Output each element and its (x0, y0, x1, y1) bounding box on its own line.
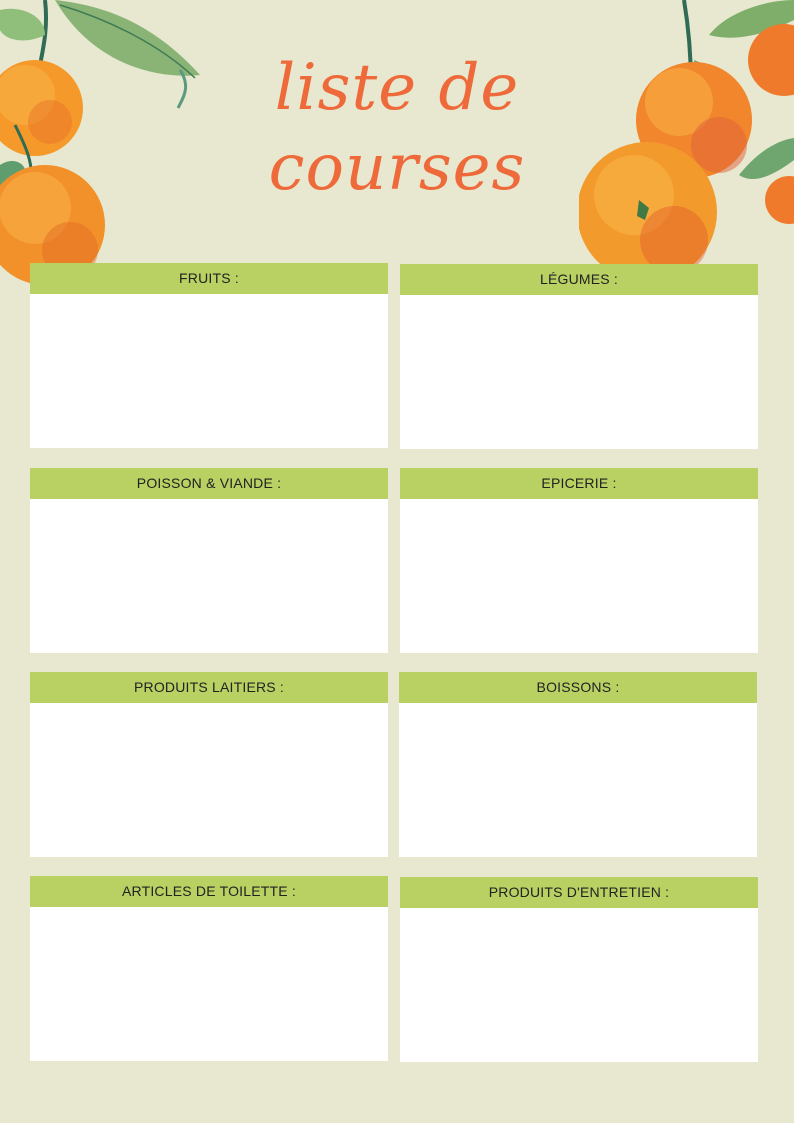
section-write-area[interactable] (30, 294, 388, 448)
section-header: FRUITS : (30, 263, 388, 294)
section-header: BOISSONS : (399, 672, 757, 703)
orange-branch-illustration (0, 0, 210, 290)
section-write-area[interactable] (30, 499, 388, 653)
section-write-area[interactable] (400, 908, 758, 1062)
section-boissons (399, 672, 757, 857)
section-epicerie (400, 468, 758, 653)
section-produits-entretien (400, 877, 758, 1062)
title-line-2: courses (268, 131, 526, 205)
section-fruits (30, 263, 388, 448)
section-write-area[interactable] (30, 907, 388, 1061)
section-write-area[interactable] (400, 295, 758, 449)
orange-branch-illustration (579, 0, 794, 270)
section-write-area[interactable] (399, 703, 757, 857)
section-header: LÉGUMES : (400, 264, 758, 295)
section-header: ARTICLES DE TOILETTE : (30, 876, 388, 907)
section-write-area[interactable] (30, 703, 388, 857)
section-articles-toilette (30, 876, 388, 1061)
section-header: POISSON & VIANDE : (30, 468, 388, 499)
title-line-1: liste de (274, 51, 520, 125)
section-write-area[interactable] (400, 499, 758, 653)
section-header: PRODUITS LAITIERS : (30, 672, 388, 703)
page-title (200, 48, 594, 208)
section-produits-laitiers (30, 672, 388, 857)
section-header: PRODUITS D'ENTRETIEN : (400, 877, 758, 908)
section-poisson-viande (30, 468, 388, 653)
section-legumes (400, 264, 758, 449)
section-header: EPICERIE : (400, 468, 758, 499)
